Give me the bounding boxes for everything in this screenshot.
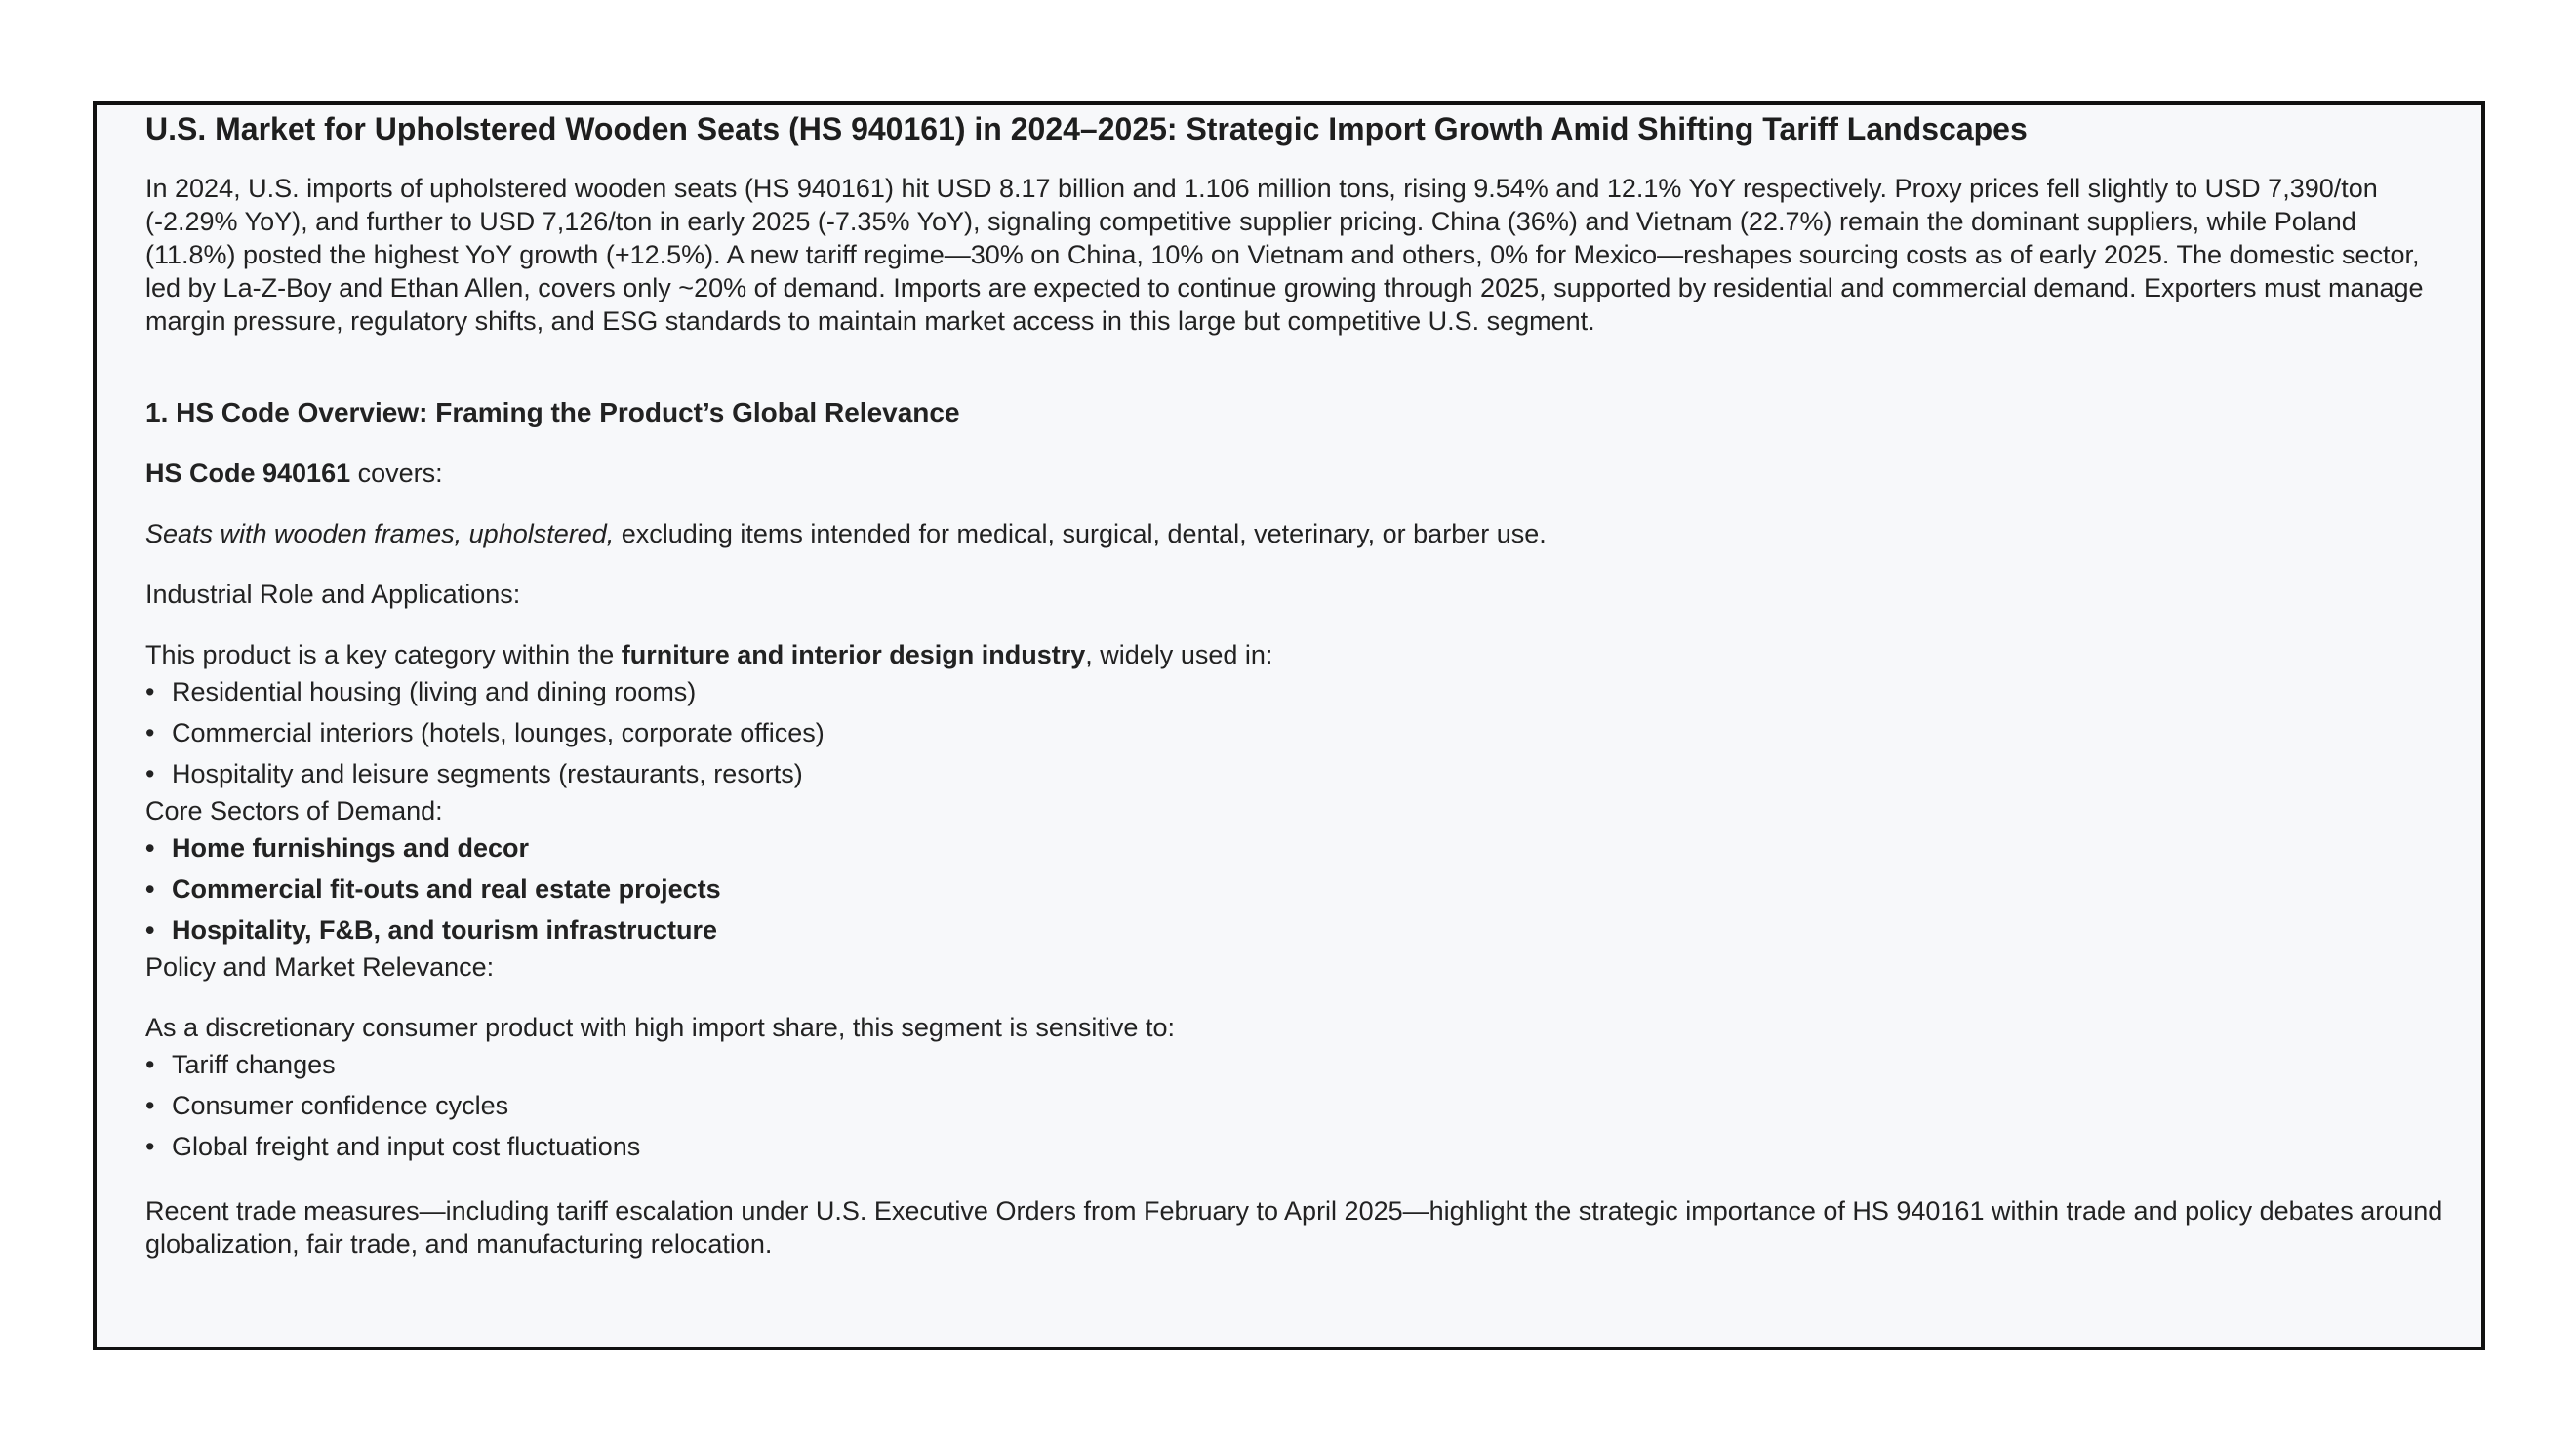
category-line: [145, 638, 2448, 671]
category-bold: furniture and interior design industry: [621, 640, 1086, 669]
category-suffix: , widely used in:: [1085, 640, 1273, 669]
list-item: • Commercial interiors (hotels, lounges, corporate offices): [145, 712, 2481, 753]
hs-code-bold: HS Code 940161: [145, 459, 351, 488]
industrial-role-label: Industrial Role and Applications:: [145, 580, 521, 609]
definition-rest: excluding items intended for medical, surgical, dental, veterinary, or barber use.: [614, 519, 1547, 548]
hs-code-rest: covers:: [350, 459, 443, 488]
core-sectors-label: Core Sectors of Demand:: [145, 796, 443, 825]
list-item: • Tariff changes: [145, 1044, 2481, 1085]
sensitivities-list: [145, 1044, 2481, 1167]
applications-list: [145, 671, 2481, 794]
list-item: • Hospitality and leisure segments (restaurants, resorts): [145, 753, 2481, 794]
sensitivity-intro: As a discretionary consumer product with high import share, this segment is sensitive to:: [145, 1013, 1175, 1042]
list-item: • Hospitality, F&B, and tourism infrastructure: [145, 909, 2481, 950]
policy-label: Policy and Market Relevance:: [145, 952, 495, 982]
document-frame: [93, 101, 2485, 1350]
category-prefix: This product is a key category within the: [145, 640, 622, 669]
list-item: • Consumer confidence cycles: [145, 1085, 2481, 1126]
core-sectors-list: [145, 827, 2481, 950]
list-item: • Global freight and input cost fluctuations: [145, 1126, 2481, 1167]
closing-paragraph: Recent trade measures—including tariff escalation under U.S. Executive Orders from February to April 2025—highlight the strategic importance of HS 940161 within trade and policy debates around globalization, fair trade, and manufacturing relocation.: [145, 1196, 2443, 1259]
list-item: • Commercial fit-outs and real estate projects: [145, 868, 2481, 909]
summary-paragraph: In 2024, U.S. imports of upholstered wooden seats (HS 940161) hit USD 8.17 billion and 1.106 million tons, rising 9.54% and 12.1% YoY respectively. Proxy prices fell slightly to USD 7,390/ton (-2.29% YoY), and further to USD 7,126/ton in early 2025 (-7.35% YoY), signaling competitive supplier pricing. China (36%) and Vietnam (22.7%) remain the dominant suppliers, while Poland (11.8%) posted the highest YoY growth (+12.5%). A new tariff regime—30% on China, 10% on Vietnam and others, 0% for Mexico—reshapes sourcing costs as of early 2025. The domestic sector, led by La-Z-Boy and Ethan Allen, covers only ~20% of demand. Imports are expected to continue growing through 2025, supported by residential and commercial demand. Exporters must manage margin pressure, regulatory shifts, and ESG standards to maintain market access in this large but competitive U.S. segment.: [145, 174, 2424, 336]
section-heading: 1. HS Code Overview: Framing the Product’s Global Relevance: [145, 397, 960, 427]
list-item: • Residential housing (living and dining rooms): [145, 671, 2481, 712]
definition-italic: Seats with wooden frames, upholstered,: [145, 519, 615, 548]
definition-line: [145, 517, 2448, 550]
document-title: U.S. Market for Upholstered Wooden Seats (HS 940161) in 2024–2025: Strategic Import Growth Amid Shifting Tariff Landscapes: [145, 111, 2028, 146]
list-item: • Home furnishings and decor: [145, 827, 2481, 868]
hs-code-line: [145, 457, 2448, 490]
